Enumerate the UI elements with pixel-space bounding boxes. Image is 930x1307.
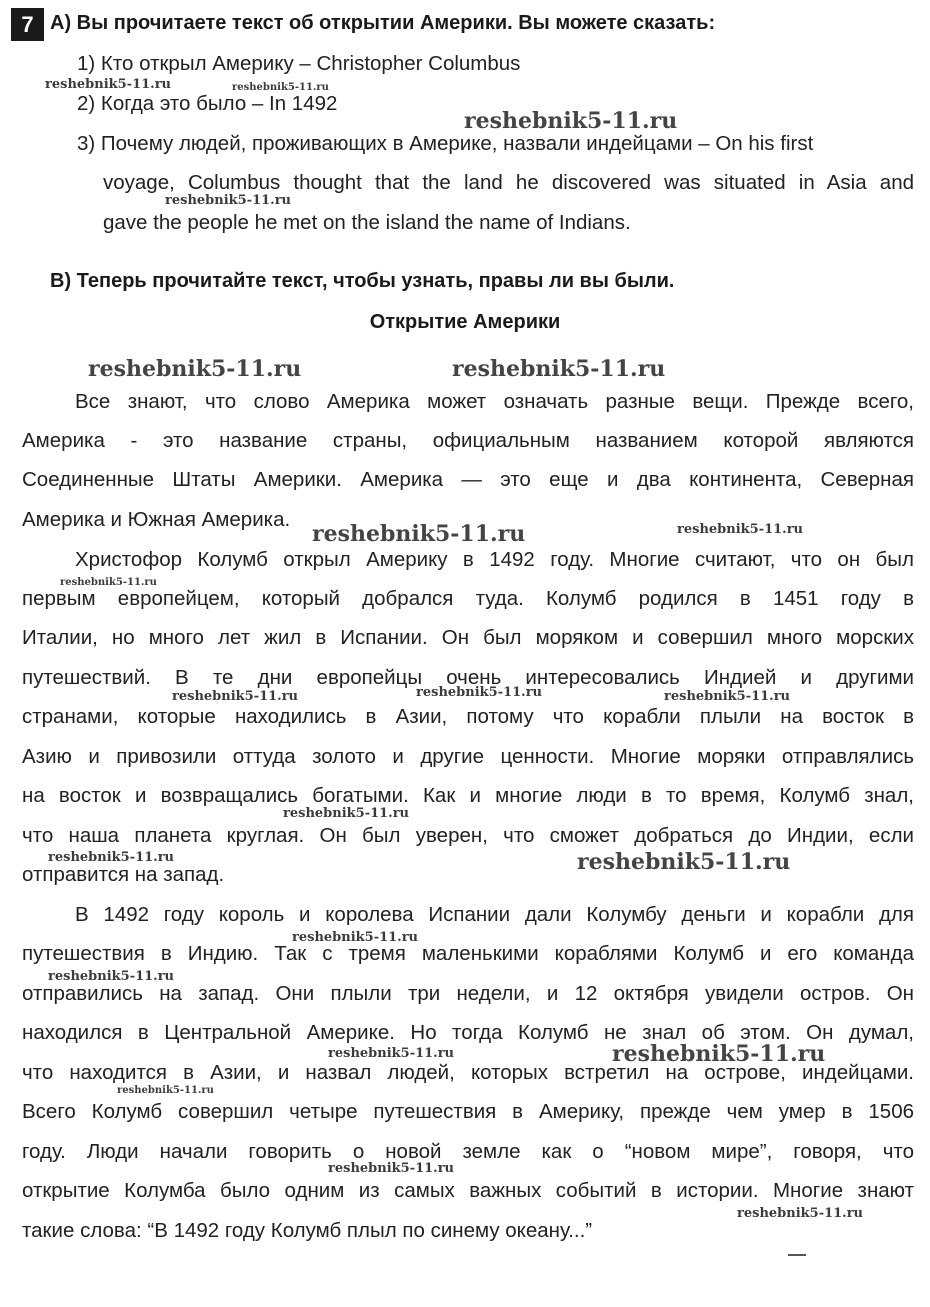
- answer-3-line-3: gave the people he met on the island the name of Indians.: [103, 211, 631, 234]
- watermark: reshebnik5-11.ru: [283, 806, 410, 821]
- text-line: странами, которые находились в Азии, потому что корабли плыли на восток в: [22, 705, 914, 728]
- answer-3-line-2: voyage, Columbus thought that the land he discovered was situated in Asia and: [103, 171, 914, 194]
- text-line: В 1492 году король и королева Испании дали Колумбу деньги и корабли для: [75, 903, 914, 926]
- divider: [788, 1254, 806, 1256]
- text-line: первым европейцем, который добрался туда. Колумб родился в 1451 году в: [22, 587, 914, 610]
- watermark: reshebnik5-11.ru: [312, 521, 526, 547]
- text-line: Америка - это название страны, официальным названием которой являются: [22, 429, 914, 452]
- watermark: reshebnik5-11.ru: [48, 969, 175, 984]
- text-line: Всего Колумб совершил четыре путешествия в Америку, прежде чем умер в 1506: [22, 1100, 914, 1123]
- watermark: reshebnik5-11.ru: [464, 108, 678, 134]
- heading-a: A) Вы прочитаете текст об открытии Америки. Вы можете сказать:: [50, 12, 716, 34]
- text-line: такие слова: “В 1492 году Колумб плыл по синему океану...”: [22, 1219, 593, 1242]
- watermark: reshebnik5-11.ru: [88, 356, 302, 382]
- watermark: reshebnik5-11.ru: [45, 77, 172, 92]
- text-title: Открытие Америки: [369, 311, 561, 333]
- watermark: reshebnik5-11.ru: [452, 356, 666, 382]
- watermark: reshebnik5-11.ru: [117, 1085, 214, 1096]
- text-line: отправились на запад. Они плыли три недели, и 12 октября увидели остров. Он: [22, 982, 914, 1005]
- text-line: путешествия в Индию. Так с тремя маленькими кораблями Колумб и его команда: [22, 942, 914, 965]
- watermark: reshebnik5-11.ru: [292, 930, 419, 945]
- text-line: Америка и Южная Америка.: [22, 508, 291, 531]
- watermark: reshebnik5-11.ru: [60, 577, 157, 588]
- watermark: reshebnik5-11.ru: [232, 82, 329, 93]
- watermark: reshebnik5-11.ru: [172, 689, 299, 704]
- watermark: reshebnik5-11.ru: [737, 1206, 864, 1221]
- text-line: году. Люди начали говорить о новой земле как о “новом мире”, говоря, что: [22, 1140, 914, 1163]
- text-line: находился в Центральной Америке. Но тогда Колумб не знал об этом. Он думал,: [22, 1021, 914, 1044]
- heading-b: B) Теперь прочитайте текст, чтобы узнать, правы ли вы были.: [50, 270, 675, 292]
- watermark: reshebnik5-11.ru: [677, 522, 804, 537]
- watermark: reshebnik5-11.ru: [165, 193, 292, 208]
- text-line: Христофор Колумб открыл Америку в 1492 году. Многие считают, что он был: [75, 548, 914, 571]
- answer-2: 2) Когда это было – In 1492: [77, 92, 338, 115]
- text-line: отправится на запад.: [22, 863, 225, 886]
- watermark: reshebnik5-11.ru: [416, 685, 543, 700]
- text-line: путешествий. В те дни европейцы очень интересовались Индией и другими: [22, 666, 914, 689]
- watermark: reshebnik5-11.ru: [48, 850, 175, 865]
- watermark: reshebnik5-11.ru: [328, 1046, 455, 1061]
- exercise-number: 7: [11, 8, 44, 41]
- text-line: Все знают, что слово Америка может означать разные вещи. Прежде всего,: [75, 390, 914, 413]
- text-line: Соединенные Штаты Америки. Америка — это еще и два континента, Северная: [22, 468, 914, 491]
- text-line: что наша планета круглая. Он был уверен, что сможет добраться до Индии, если: [22, 824, 914, 847]
- watermark: reshebnik5-11.ru: [328, 1161, 455, 1176]
- text-line: на восток и возвращались богатыми. Как и многие люди в то время, Колумб знал,: [22, 784, 914, 807]
- answer-3: 3) Почему людей, проживающих в Америке, назвали индейцами – On his first: [77, 132, 814, 155]
- text-line: открытие Колумба было одним из самых важных событий в истории. Многие знают: [22, 1179, 914, 1202]
- answer-1: 1) Кто открыл Америку – Christopher Columbus: [77, 52, 521, 75]
- text-line: что находится в Азии, и назвал людей, которых встретил на острове, индейцами.: [22, 1061, 914, 1084]
- watermark: reshebnik5-11.ru: [612, 1041, 826, 1067]
- text-line: Азию и привозили оттуда золото и другие ценности. Многие моряки отправлялись: [22, 745, 914, 768]
- watermark: reshebnik5-11.ru: [577, 849, 791, 875]
- text-line: Италии, но много лет жил в Испании. Он был моряком и совершил много морских: [22, 626, 914, 649]
- watermark: reshebnik5-11.ru: [664, 689, 791, 704]
